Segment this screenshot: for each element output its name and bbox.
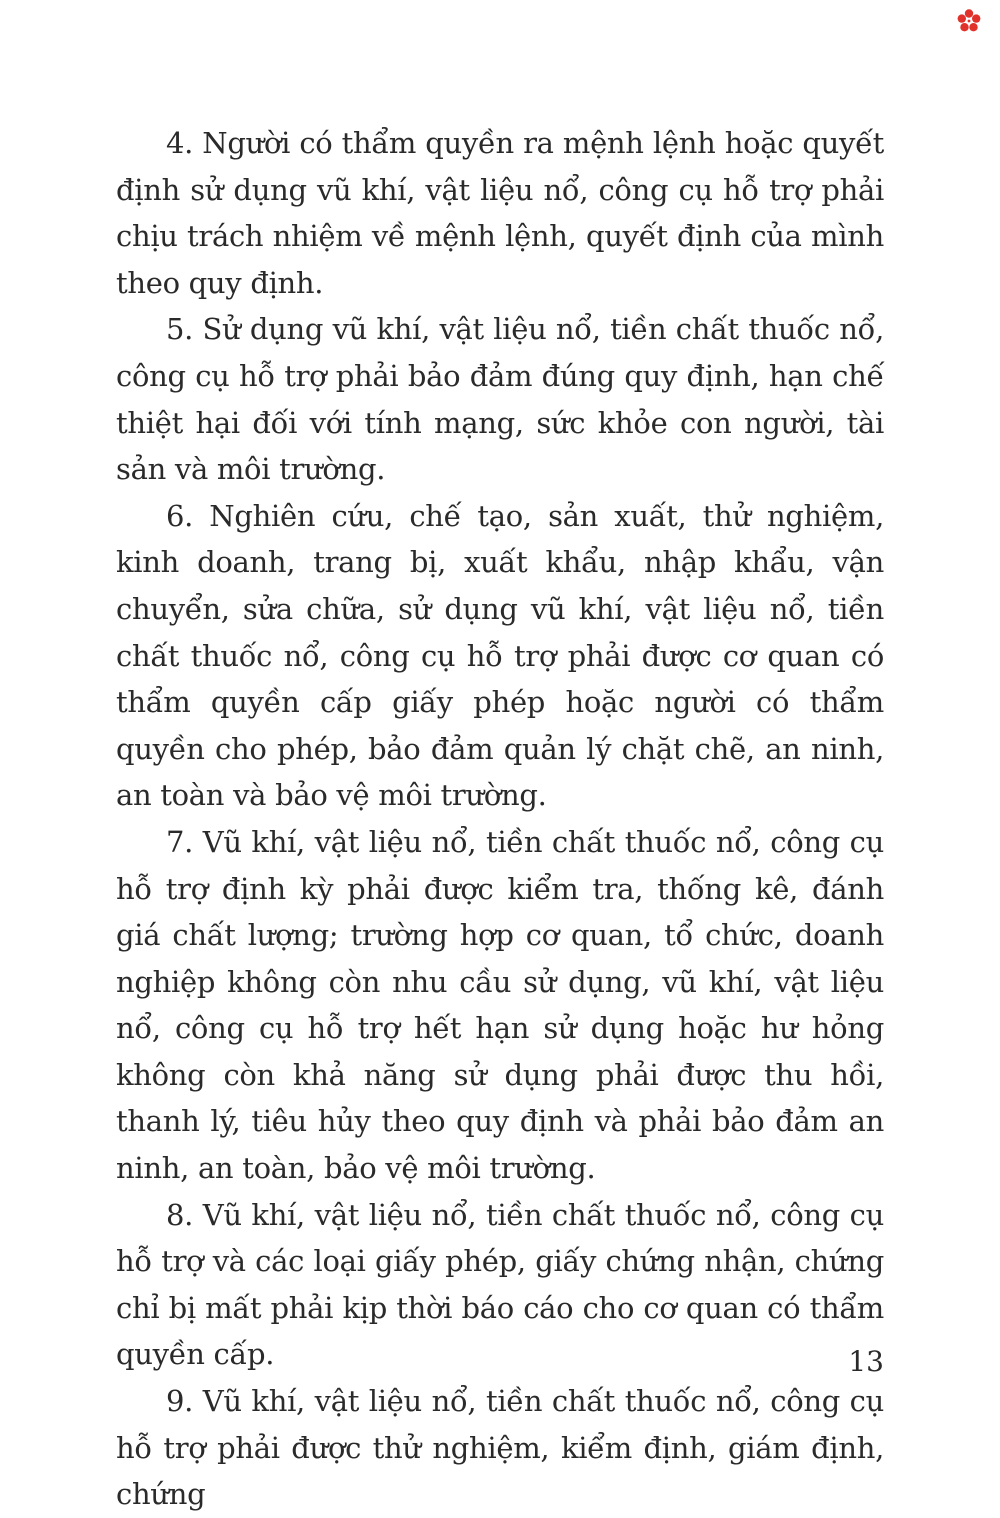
flower-logo-icon: [956, 8, 982, 34]
paragraph-8: 8. Vũ khí, vật liệu nổ, tiền chất thuốc nổ, công cụ hỗ trợ và các loại giấy phép, giấy chứng nhận, chứng chỉ bị mất phải kịp thời báo cáo cho cơ quan có thẩm quyền cấp.: [116, 1197, 884, 1372]
page-body: [116, 120, 884, 1518]
paragraph-5: 5. Sử dụng vũ khí, vật liệu nổ, tiền chất thuốc nổ, công cụ hỗ trợ phải bảo đảm đúng quy định, hạn chế thiệt hại đối với tính mạng, sức khỏe con người, tài sản và môi trường.: [116, 312, 884, 487]
paragraph-4: 4. Người có thẩm quyền ra mệnh lệnh hoặc quyết định sử dụng vũ khí, vật liệu nổ, công cụ hỗ trợ phải chịu trách nhiệm về mệnh lệnh, quyết định của mình theo quy định.: [116, 126, 884, 300]
page-number: 13: [848, 1345, 884, 1378]
paragraph-9: 9. Vũ khí, vật liệu nổ, tiền chất thuốc nổ, công cụ hỗ trợ phải được thử nghiệm, kiểm định, giám định, chứng: [116, 1384, 884, 1512]
paragraph-6: 6. Nghiên cứu, chế tạo, sản xuất, thử nghiệm, kinh doanh, trang bị, xuất khẩu, nhập khẩu, vận chuyển, sửa chữa, sử dụng vũ khí, vật liệu nổ, tiền chất thuốc nổ, công cụ hỗ trợ phải được cơ quan có thẩm quyền cấp giấy phép hoặc người có thẩm quyền cho phép, bảo đảm quản lý chặt chẽ, an ninh, an toàn và bảo vệ môi trường.: [116, 498, 884, 813]
paragraph-7: 7. Vũ khí, vật liệu nổ, tiền chất thuốc nổ, công cụ hỗ trợ định kỳ phải được kiểm tra, thống kê, đánh giá chất lượng; trường hợp cơ quan, tổ chức, doanh nghiệp không còn nhu cầu sử dụng, vũ khí, vật liệu nổ, công cụ hỗ trợ hết hạn sử dụng hoặc hư hỏng không còn khả năng sử dụng phải được thu hồi, thanh lý, tiêu hủy theo quy định và phải bảo đảm an ninh, an toàn, bảo vệ môi trường.: [116, 824, 884, 1186]
